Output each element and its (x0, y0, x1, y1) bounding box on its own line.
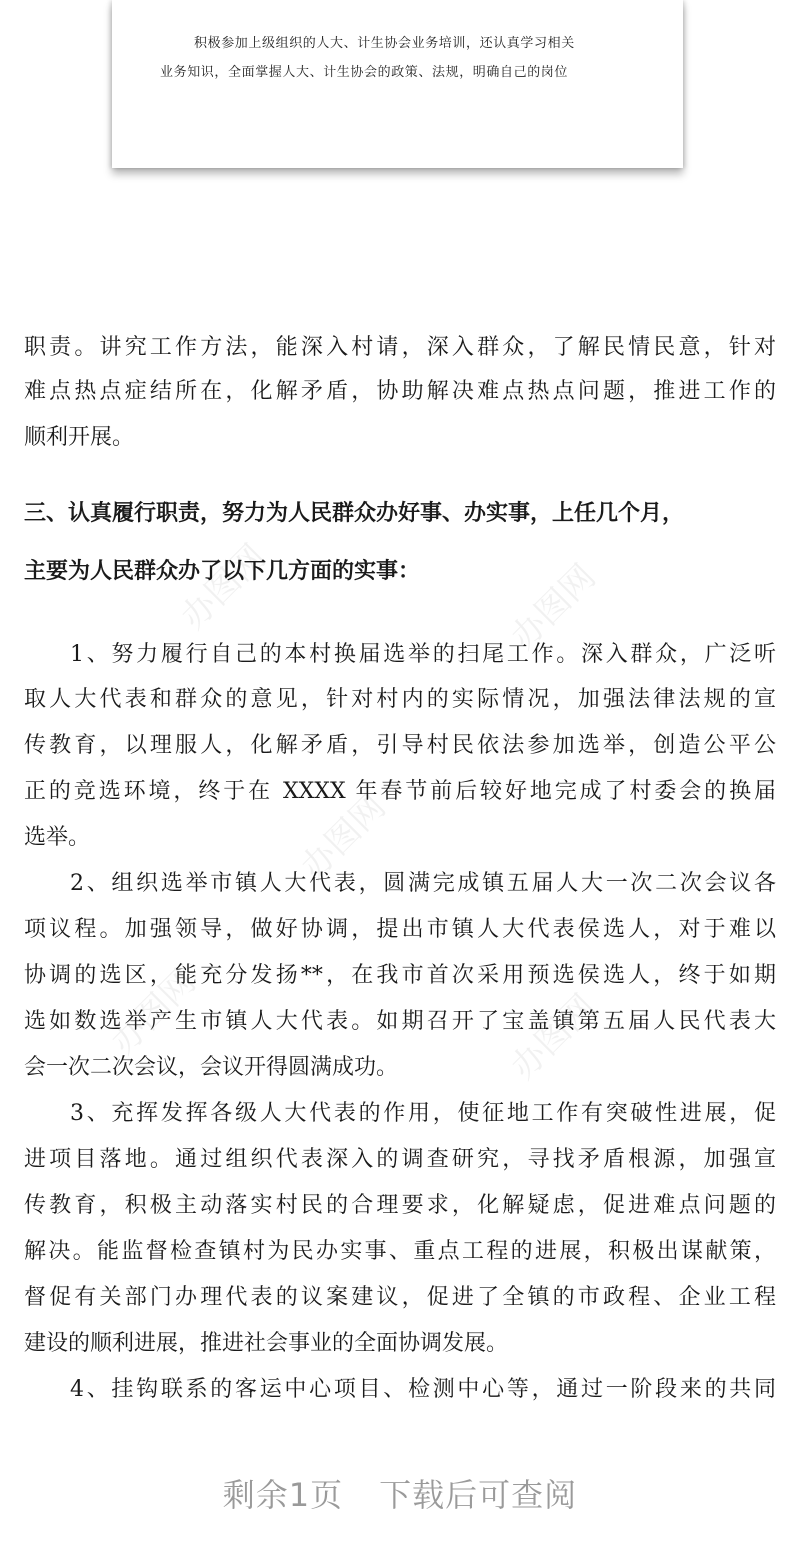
item-1-line: 正的竞选环境，终于在 XXXX 年春节前后较好地完成了村委会的换届 (24, 779, 776, 804)
item-3-line: 建设的顺利进展，推进社会事业的全面协调发展。 (24, 1331, 509, 1356)
watermark: 办图网 (503, 986, 604, 1088)
watermark: 办图网 (293, 786, 394, 888)
item-2-line: 项议程。加强领导，做好协调，提出市镇人大代表侯选人，对于难以 (24, 917, 776, 942)
paragraph-line: 顺利开展。 (24, 425, 135, 450)
item-3-line: 督促有关部门办理代表的议案建议，促进了全镇的市政程、企业工程 (24, 1285, 776, 1310)
item-3-line: 3、充挥发挥各级人大代表的作用，使征地工作有突破性进展，促 (70, 1101, 776, 1126)
item-1-line: 1、努力履行自己的本村换届选举的扫尾工作。深入群众，广泛听 (70, 642, 776, 667)
section-heading: 主要为人民群众办了以下几方面的实事： (24, 559, 421, 584)
item-1-line: 取人大代表和群众的意见，针对村内的实际情况，加强法律法规的宣 (24, 687, 776, 712)
item-2-line: 选如数选举产生市镇人大代表。如期召开了宝盖镇第五届人民代表大 (24, 1009, 776, 1034)
item-4-line: 4、挂钩联系的客运中心项目、检测中心等，通过一阶段来的共同 (70, 1377, 776, 1402)
item-1-line: 传教育，以理服人，化解矛盾，引导村民依法参加选举，创造公平公 (24, 733, 776, 758)
item-2-line: 协调的选区，能充分发扬**，在我市首次采用预选侯选人，终于如期 (24, 963, 776, 988)
watermark: 办图网 (503, 556, 604, 658)
remaining-pages-label: 剩余1页 (222, 1476, 344, 1514)
download-to-view-label: 下载后可查阅 (379, 1476, 578, 1514)
item-3-line: 传教育，积极主动落实村民的合理要求，化解疑虑，促进难点问题的 (24, 1193, 776, 1218)
item-2-line: 会一次二次会议，会议开得圆满成功。 (24, 1055, 399, 1080)
document-preview-card (112, 0, 683, 168)
watermark: 办图网 (173, 536, 274, 638)
item-3-line: 解决。能监督检查镇村为民办实事、重点工程的进展，积极出谋献策， (24, 1239, 776, 1264)
item-1-line: 选举。 (24, 825, 91, 850)
preview-line-2: 业务知识，全面掌握人大、计生协会的政策、法规，明确自己的岗位 (160, 65, 569, 80)
watermark: 办图网 (103, 961, 204, 1063)
item-2-line: 2、组织选举市镇人大代表，圆满完成镇五届人大一次二次会议各 (70, 871, 776, 896)
download-prompt[interactable] (0, 1470, 800, 1516)
paragraph-line: 难点热点症结所在，化解矛盾，协助解决难点热点问题，推进工作的 (24, 379, 776, 404)
paragraph-line: 职责。讲究工作方法，能深入村请，深入群众，了解民情民意，针对 (24, 335, 776, 360)
preview-line-1: 积极参加上级组织的人大、计生协会业务培训，还认真学习相关 (194, 36, 575, 51)
item-3-line: 进项目落地。通过组织代表深入的调查研究，寻找矛盾根源，加强宣 (24, 1147, 776, 1172)
section-heading: 三、认真履行职责，努力为人民群众办好事、办实事，上任几个月， (24, 501, 685, 526)
